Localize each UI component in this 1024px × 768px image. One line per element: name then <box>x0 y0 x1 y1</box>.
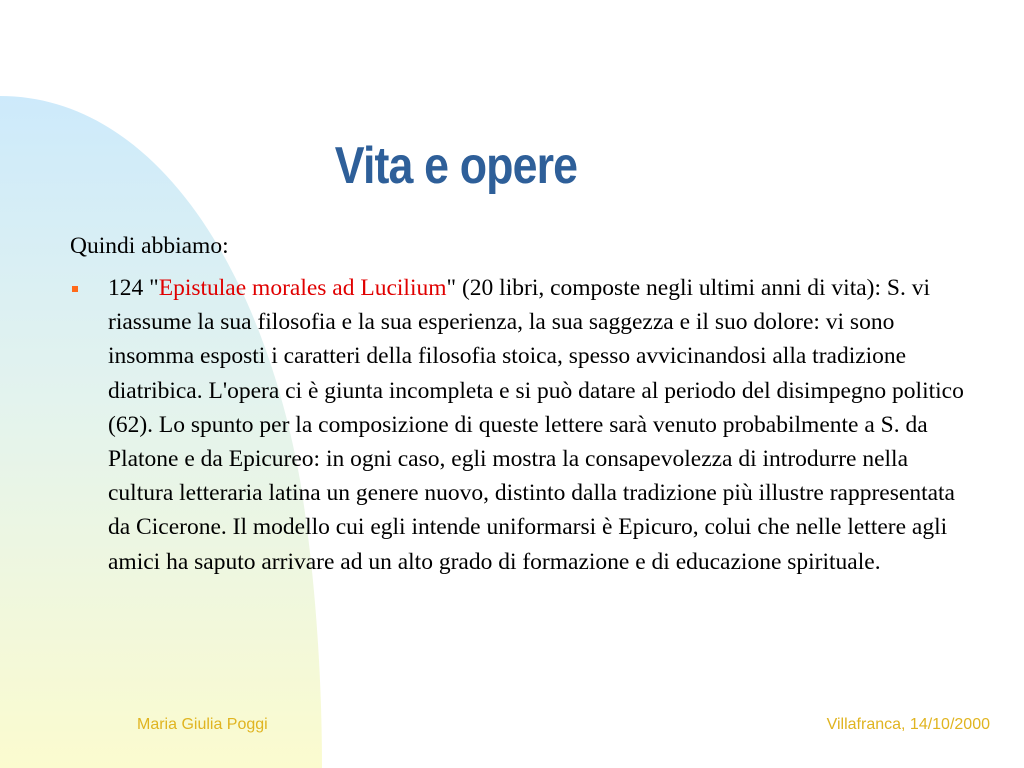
bullet-prefix: 124 " <box>108 275 159 301</box>
square-bullet-icon <box>72 286 78 292</box>
bullet-item <box>70 271 970 579</box>
footer-author: Maria Giulia Poggi <box>137 716 268 733</box>
bullet-text: " (20 libri, composte negli ultimi anni di vita): S. vi riassume la sua filosofia e la sua esperienza, la sua saggezza e il suo dolore: vi sono insomma esposti i caratteri della filosofia stoica, spesso avvicinandosi alla tradizione diatribica. L'opera ci è giunta incompleta e si può datare al periodo del disimpegno politico (62). Lo spunto per la composizione di queste lettere sarà venuto probabilmente a S. da Platone e da Epicureo: in ogni caso, egli mostra la consapevolezza di introdurre nella cultura letteraria latina un genere nuovo, distinto dalla tradizione più illustre rappresentata da Cicerone. Il modello cui egli intende uniformarsi è Epicuro, colui che nelle lettere agli amici ha saputo arrivare ad un alto grado di formazione e di educazione spirituale. <box>108 275 964 575</box>
slide-title: Vita e opere <box>334 137 578 195</box>
intro-text: Quindi abbiamo: <box>70 233 229 259</box>
footer-place-date: Villafranca, 14/10/2000 <box>826 716 990 733</box>
bullet-highlight-title: Epistulae morales ad Lucilium <box>158 275 447 301</box>
slide-body <box>70 230 970 579</box>
